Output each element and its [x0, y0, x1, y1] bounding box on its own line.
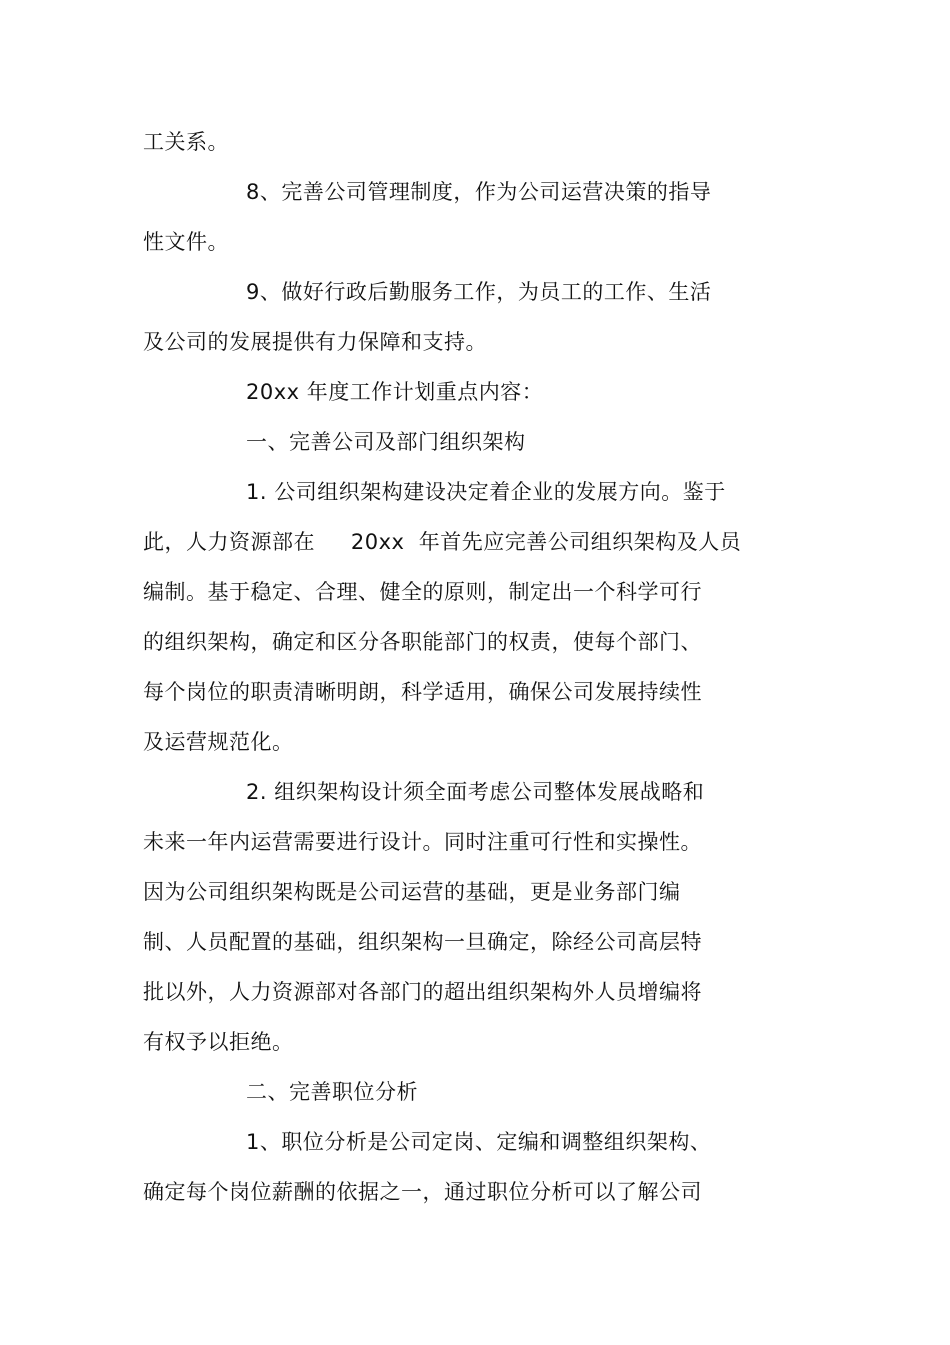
text-line: 此，人力资源部在 20xx 年首先应完善公司组织架构及人员: [143, 530, 742, 554]
text-line: 性文件。: [143, 230, 229, 254]
text-line: 因为公司组织架构既是公司运营的基础，更是业务部门编: [143, 880, 681, 904]
text-line: 编制。基于稳定、合理、健全的原则，制定出一个科学可行: [143, 580, 702, 604]
text-line: 的组织架构，确定和区分各职能部门的权责，使每个部门、: [143, 630, 702, 654]
text-line: 制、人员配置的基础，组织架构一旦确定，除经公司高层特: [143, 930, 702, 954]
text-line: 1、职位分析是公司定岗、定编和调整组织架构、: [246, 1130, 712, 1154]
text-line: 未来一年内运营需要进行设计。同时注重可行性和实操性。: [143, 830, 702, 854]
text-line: 及公司的发展提供有力保障和支持。: [143, 330, 487, 354]
text-line: 2. 组织架构设计须全面考虑公司整体发展战略和: [246, 780, 705, 804]
text-line: 确定每个岗位薪酬的依据之一，通过职位分析可以了解公司: [143, 1180, 702, 1204]
section-heading: 20xx 年度工作计划重点内容：: [246, 380, 544, 404]
text-line: 1. 公司组织架构建设决定着企业的发展方向。鉴于: [246, 480, 726, 504]
text-line: 批以外，人力资源部对各部门的超出组织架构外人员增编将: [143, 980, 702, 1004]
section-heading: 二、完善职位分析: [246, 1080, 418, 1104]
section-heading: 一、完善公司及部门组织架构: [246, 430, 526, 454]
text-line: 工关系。: [143, 130, 229, 154]
text-line: 8、完善公司管理制度，作为公司运营决策的指导: [246, 180, 712, 204]
text-line: 9、做好行政后勤服务工作，为员工的工作、生活: [246, 280, 712, 304]
text-line: 每个岗位的职责清晰明朗，科学适用，确保公司发展持续性: [143, 680, 702, 704]
text-line: 及运营规范化。: [143, 730, 294, 754]
text-line: 有权予以拒绝。: [143, 1030, 294, 1054]
